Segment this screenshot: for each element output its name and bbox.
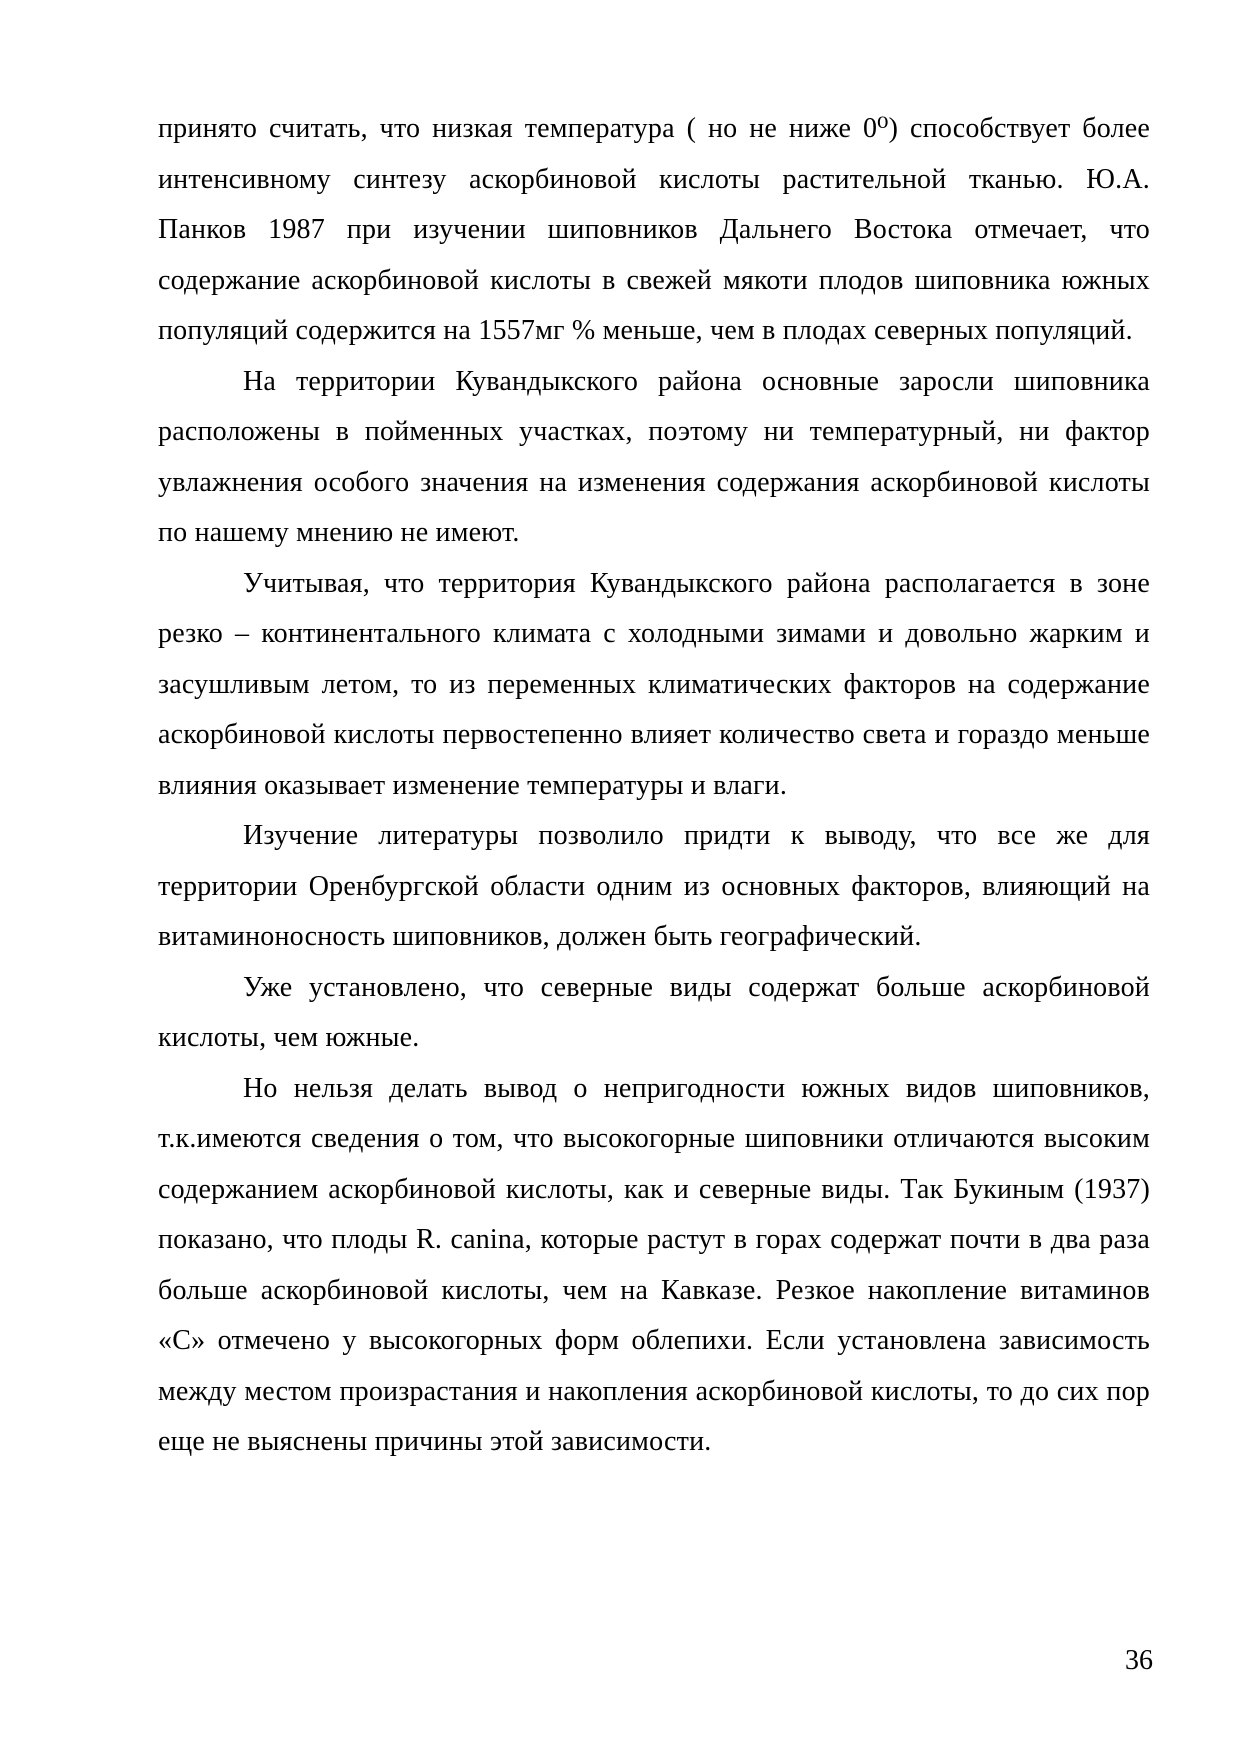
paragraph-climate-factors: Учитывая, что территория Кувандыкского района располагается в зоне резко – континентального климата с холодными зимами и довольно жарким и засушливым летом, то из переменных климатических факторов на содержание аскорбиновой кислоты первостепенно влияет количество света и гораздо меньше влияния оказывает изменение температуры и влаги. (158, 567, 1150, 801)
paragraph-kuvandyk-floodplain: На территории Кувандыкского района основные заросли шиповника расположены в пойменных участках, поэтому ни температурный, ни фактор увлажнения особого значения на изменения содержания аскорбиновой кислоты по нашему мнению не имеют. (158, 365, 1150, 548)
paragraph-geographic-factor: Изучение литературы позволило придти к выводу, что все же для территории Оренбургской области одним из основных факторов, влияющий на витаминоносность шиповников, должен быть географический. (158, 820, 1150, 952)
text-block (158, 104, 1150, 1468)
page-number: 36 (1125, 1645, 1153, 1676)
paragraph-northern-species: Уже установлено, что северные виды содержат больше аскорбиновой кислоты, чем южные. (158, 971, 1150, 1053)
paragraph-southern-highland-species: Но нельзя делать вывод о непригодности южных видов шиповников, т.к.имеются сведения о том, что высокогорные шиповники отличаются высоким содержанием аскорбиновой кислоты, как и северные виды. Так Букиным (1937) показано, что плоды R. canina, которые растут в горах содержат почти в два раза больше аскорбиновой кислоты, чем на Кавказе. Резкое накопление витаминов «С» отмечено у высокогорных форм облепихи. Если установлена зависимость между местом произрастания и накопления аскорбиновой кислоты, то до сих пор еще не выяснены причины этой зависимости. (158, 1072, 1150, 1457)
paragraph-temperature-synthesis: принято считать, что низкая температура ( но не ниже 0⁰) способствует более интенсивному синтезу аскорбиновой кислоты растительной тканью. Ю.А. Панков 1987 при изучении шиповников Дальнего Востока отмечает, что содержание аскорбиновой кислоты в свежей мякоти плодов шиповника южных популяций содержится на 1557мг % меньше, чем в плодах северных популяций. (158, 113, 1150, 346)
